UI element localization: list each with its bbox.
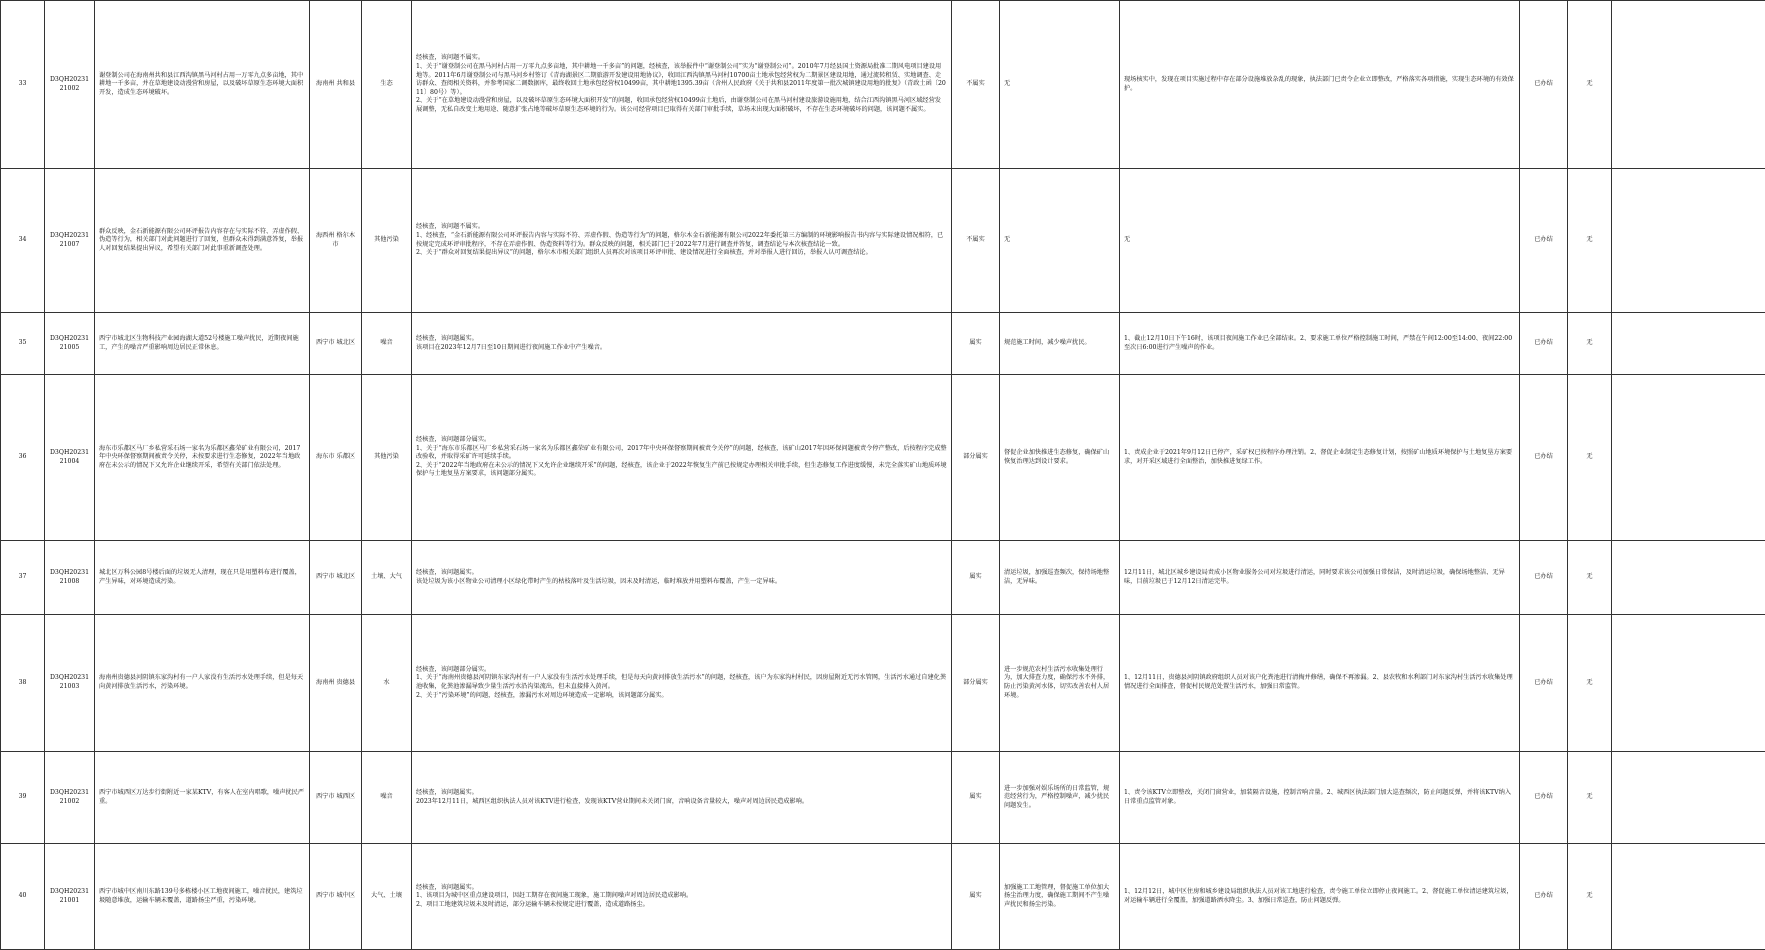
case-code: D3QH2023121002 [45, 752, 95, 844]
blank-cell [1612, 375, 1765, 541]
measures-cell: 无 [1000, 169, 1120, 313]
finding-paragraph: 经核查，该问题不属实。 [416, 54, 947, 63]
finding-paragraph: 经核查，该问题属实。 [416, 789, 947, 798]
measures-cell: 进一步规范农村生活污水收集处理行为，加大排查力度，确保污水不外排，防止污染黄河水体，切实改善农村人居环境。 [1000, 615, 1120, 752]
status-cell: 已办结 [1520, 169, 1568, 313]
case-code: D3QH2023121003 [45, 615, 95, 752]
row-number: 40 [1, 844, 45, 950]
case-code: D3QH2023121008 [45, 541, 95, 615]
verdict-cell: 不属实 [952, 1, 1000, 169]
blank-cell [1612, 313, 1765, 375]
verdict-cell: 属实 [952, 313, 1000, 375]
pollution-type: 水 [362, 615, 412, 752]
complaint-text: 群众反映，金石新能源有限公司环评报告内容存在与实际不符、弄虚作假、伪造等行为，相关部门对此问题进行了回复，但群众未得到满意答复，举报人对回复结果提出异议，希望有关部门对此事重新调查处理。 [95, 169, 310, 313]
pollution-type: 其他污染 [362, 375, 412, 541]
complaint-text: 西宁市城中区南川东路139号多栋楼小区工地夜间施工，噪音扰民，建筑垃圾随意堆放，运输车辆未覆盖，道路扬尘严重，污染环境。 [95, 844, 310, 950]
case-code: D3QH2023121001 [45, 844, 95, 950]
measures-cell: 规范施工时间，减少噪声扰民。 [1000, 313, 1120, 375]
status-cell: 已办结 [1520, 844, 1568, 950]
findings-cell [412, 169, 952, 313]
blank-cell [1612, 615, 1765, 752]
table-row [1, 615, 1765, 752]
rectification-cell: 1、12月12日，城中区住房和城乡建设局组织执法人员对该工地进行检查，责令施工单位立即停止夜间施工。2、督促施工单位清运建筑垃圾，对运输车辆进行全覆盖，加强道路洒水降尘。3、加强日常巡查，防止问题反弹。 [1120, 844, 1520, 950]
finding-paragraph: 1、该项目为城中区重点建设项目，因赶工期存在夜间施工现象，施工期间噪声对周边居民造成影响。 [416, 892, 947, 901]
verdict-cell: 属实 [952, 752, 1000, 844]
verdict-cell: 属实 [952, 844, 1000, 950]
blank-cell [1612, 1, 1765, 169]
status-cell: 已办结 [1520, 375, 1568, 541]
blank-cell [1612, 752, 1765, 844]
rectification-cell: 1、责令该KTV立即整改，关闭门窗营业，加装隔音设施，控制音响音量。2、城西区执法部门加大巡查频次，防止问题反弹，并将该KTV纳入日常重点监管对象。 [1120, 752, 1520, 844]
finding-paragraph: 1、经核查，“金石新能源有限公司环评报告内容与实际不符、弄虚作假、伪造等行为”的问题，格尔木金石新能源有限公司2022年委托第三方编制的环境影响报告书内容与实际建设情况相符，已按规定完成环评审批程序，不存在弄虚作假、伪造资料等行为。群众反映的问题，相关部门已于2022年7月进行调查并答复，调查结论与本次核查结论一致。 [416, 232, 947, 249]
table-row [1, 752, 1765, 844]
rectification-cell: 1、责成企业于2021年9月12日已停产，采矿权已按程序办理注销。2、督促企业制定生态修复计划，按照矿山地质环境保护与土地复垦方案要求，对开采区域进行全面整治，加快推进复绿工作。 [1120, 375, 1520, 541]
status-cell: 已办结 [1520, 752, 1568, 844]
finding-paragraph: 经核查，该问题属实。 [416, 335, 947, 344]
rectification-cell: 现场核实中，发现在项目实施过程中存在部分设施堆放杂乱的现象，执法部门已责令企业立即整改，严格落实各项措施，实现生态环境的有效保护。 [1120, 1, 1520, 169]
table-body [1, 1, 1765, 950]
finding-paragraph: 该项目在2023年12月7日至10日期间进行夜间施工作业中产生噪音。 [416, 344, 947, 353]
complaint-text: 城北区万科公园8号楼后面的垃圾无人清理，现在只是用塑料布进行覆盖，产生异味，对环境造成污染。 [95, 541, 310, 615]
complaint-text: 谢登制公司在海南州共和县江西沟镇黑马河村占用一万零九点多亩地，其中耕地一千多亩，并在草地建设动漫营和房屋，以及破坏草原生态环境大面积开发，造成生态环境破坏。 [95, 1, 310, 169]
area-cell: 西宁市 城北区 [310, 541, 362, 615]
pollution-type: 大气、土壤 [362, 844, 412, 950]
finding-paragraph: 2、项目工地建筑垃圾未及时清运，部分运输车辆未按规定进行覆盖，造成道路扬尘。 [416, 901, 947, 910]
rectification-cell: 无 [1120, 169, 1520, 313]
finding-paragraph: 2、关于“在草地建设动漫营和房屋，以及破坏草原生态环境大面积开发”的问题，收回承包经营权10499亩土地后，由谢登制公司在黑马河村建设旅游设施用地，结合江西沟镇黑马河区域经营发展调整，无私自改变土地用途、随意扩张占地等破坏草原生态环境的行为。该公司经营项目已取得有关部门审批手续，草场未出现大面积破坏，不存在生态环境破坏的问题，该问题不属实。 [416, 97, 947, 114]
measures-cell: 加强施工工地管理，督促施工单位加大扬尘治理力度，确保施工期间不产生噪声扰民和扬尘污染。 [1000, 844, 1120, 950]
extra-cell: 无 [1568, 313, 1612, 375]
table-row [1, 844, 1765, 950]
status-cell: 已办结 [1520, 615, 1568, 752]
verdict-cell: 属实 [952, 541, 1000, 615]
pollution-type: 土壤、大气 [362, 541, 412, 615]
pollution-type: 其他污染 [362, 169, 412, 313]
row-number: 37 [1, 541, 45, 615]
measures-cell: 无 [1000, 1, 1120, 169]
case-code: D3QH2023121007 [45, 169, 95, 313]
extra-cell: 无 [1568, 1, 1612, 169]
rectification-cell: 1、12月11日，贵德县河阴镇政府组织人员对该户化粪池进行清掏并修缮，确保不再渗漏。2、县农牧和水利部门对东家沟村生活污水收集处理情况进行全面排查，督促村民规范处置生活污水，加强日常监管。 [1120, 615, 1520, 752]
findings-cell [412, 844, 952, 950]
finding-paragraph: 1、关于“谢登制公司在黑马河村占用一万零九点多亩地，其中耕地一千多亩”的问题，经核查，该举报件中“谢登制公司”实为“谢登制公司”。2010年7月经县国土资源局批准二期风电项目建设用地等。2011年6月谢登制公司与黑马河乡村签订《青海湖景区二期旅游开发建设用地协议》，收回江西沟镇黑马河村10700亩土地承包经营权为二期景区建设用地，通过流转租赁、实地调查、走访群众、查阅相关资料，并参考国家二调数据库，最终收回土地承包经营权10499亩，其中耕地1395.39亩（含州人民政府《关于共和县2011年度第一批次城镇建设用地的批复》（青政土函〔2011〕80号）等）。 [416, 63, 947, 97]
finding-paragraph: 1、关于“海东市乐都区马厂乡私营采石场一家名为乐都区鑫荣矿业有限公司，2017年中央环保督察期间被责令关停”的问题，经核查，该矿山2017年因环保问题被责令停产整改，后按程序完成整改验收，并取得采矿许可延续手续。 [416, 445, 947, 462]
pollution-type: 噪音 [362, 752, 412, 844]
measures-cell: 督促企业加快推进生态修复，确保矿山恢复治理达到设计要求。 [1000, 375, 1120, 541]
extra-cell: 无 [1568, 375, 1612, 541]
pollution-type: 生态 [362, 1, 412, 169]
extra-cell: 无 [1568, 169, 1612, 313]
verdict-cell: 不属实 [952, 169, 1000, 313]
case-code: D3QH2023121002 [45, 1, 95, 169]
blank-cell [1612, 541, 1765, 615]
row-number: 34 [1, 169, 45, 313]
complaint-text: 海南州贵德县河阴镇东家沟村有一户人家没有生活污水处理手续，但是每天向黄河排放生活污水，污染环境。 [95, 615, 310, 752]
status-cell: 已办结 [1520, 541, 1568, 615]
finding-paragraph: 经核查，该问题不属实。 [416, 223, 947, 232]
verdict-cell: 部分属实 [952, 375, 1000, 541]
extra-cell: 无 [1568, 844, 1612, 950]
complaint-text: 海东市乐都区马厂乡私营采石场一家名为乐都区鑫荣矿业有限公司，2017年中央环保督察期间被责令关停，未按要求进行生态修复，2022年当地政府在未公示的情况下又允许企业继续开采，希望有关部门依法处理。 [95, 375, 310, 541]
area-cell: 海东市 乐都区 [310, 375, 362, 541]
findings-cell [412, 615, 952, 752]
finding-paragraph: 2、关于“2022年当地政府在未公示的情况下又允许企业继续开采”的问题，经核查，该企业于2022年恢复生产前已按规定办理相关审批手续，但生态修复工作进度缓慢，未完全落实矿山地质环境保护与土地复垦方案要求，该问题部分属实。 [416, 462, 947, 479]
extra-cell: 无 [1568, 752, 1612, 844]
status-cell: 已办结 [1520, 1, 1568, 169]
table-row [1, 313, 1765, 375]
findings-cell [412, 375, 952, 541]
rectification-cell: 1、截止12月10日下午16时，该项目夜间施工作业已全部结束。2、要求施工单位严格控制施工时间，严禁在午间12:00至14:00、夜间22:00至次日6:00进行产生噪声的作业。 [1120, 313, 1520, 375]
complaint-text: 西宁市城北区生物科技产业园海湖大道52号楼施工噪声扰民，近期夜间施工，产生的噪音严重影响周边居民正常休息。 [95, 313, 310, 375]
table-row [1, 1, 1765, 169]
extra-cell: 无 [1568, 615, 1612, 752]
finding-paragraph: 经核查，该问题属实。 [416, 884, 947, 893]
table-row [1, 541, 1765, 615]
finding-paragraph: 2、关于“群众对回复结果提出异议”的问题，格尔木市相关部门组织人员再次对该项目环评审批、建设情况进行全面核查，并对举报人进行回访，举报人认可调查结论。 [416, 249, 947, 258]
finding-paragraph: 该处垃圾为该小区物业公司清理小区绿化带时产生的枯枝落叶及生活垃圾，因未及时清运，临时堆放并用塑料布覆盖，产生一定异味。 [416, 578, 947, 587]
complaint-text: 西宁市城西区万达步行街附近一家某KTV，有客人在室内唱歌，噪声扰民严重。 [95, 752, 310, 844]
row-number: 33 [1, 1, 45, 169]
status-cell: 已办结 [1520, 313, 1568, 375]
area-cell: 海西州 格尔木市 [310, 169, 362, 313]
measures-cell: 进一步加强对娱乐场所的日常监管，规范经营行为，严格控制噪声，减少扰民问题发生。 [1000, 752, 1120, 844]
area-cell: 海南州 共和县 [310, 1, 362, 169]
measures-cell: 清运垃圾，加强巡查频次，保持场地整洁，无异味。 [1000, 541, 1120, 615]
blank-cell [1612, 844, 1765, 950]
row-number: 35 [1, 313, 45, 375]
table-row [1, 169, 1765, 313]
rectification-cell: 12月11日，城北区城乡建设局责成小区物业服务公司对垃圾进行清运，同时要求该公司加强日常保洁，及时清运垃圾，确保场地整洁、无异味，目前垃圾已于12月12日清运完毕。 [1120, 541, 1520, 615]
area-cell: 西宁市 城西区 [310, 752, 362, 844]
area-cell: 西宁市 城中区 [310, 844, 362, 950]
row-number: 36 [1, 375, 45, 541]
extra-cell: 无 [1568, 541, 1612, 615]
row-number: 38 [1, 615, 45, 752]
finding-paragraph: 1、关于“海南州贵德县河阴镇东家沟村有一户人家没有生活污水处理手续，但是每天向黄河排放生活污水”的问题，经核查，该户为东家沟村村民，因房屋附近无污水管网，生活污水通过自建化粪池收集，化粪池渗漏导致少量生活污水沿沟渠流出，但未直接排入黄河。 [416, 674, 947, 691]
finding-paragraph: 经核查，该问题属实。 [416, 569, 947, 578]
row-number: 39 [1, 752, 45, 844]
finding-paragraph: 2、关于“污染环境”的问题，经核查，渗漏污水对周边环境造成一定影响，该问题部分属实。 [416, 692, 947, 701]
table-row [1, 375, 1765, 541]
findings-cell [412, 541, 952, 615]
verdict-cell: 部分属实 [952, 615, 1000, 752]
area-cell: 西宁市 城北区 [310, 313, 362, 375]
case-code: D3QH2023121005 [45, 313, 95, 375]
findings-cell [412, 313, 952, 375]
finding-paragraph: 2023年12月11日，城西区组织执法人员对该KTV进行检查，发现该KTV营业期间未关闭门窗，音响设备音量较大，噪声对周边居民造成影响。 [416, 798, 947, 807]
pollution-type: 噪音 [362, 313, 412, 375]
finding-paragraph: 经核查，该问题部分属实。 [416, 666, 947, 675]
case-code: D3QH2023121004 [45, 375, 95, 541]
findings-cell [412, 752, 952, 844]
area-cell: 海南州 贵德县 [310, 615, 362, 752]
finding-paragraph: 经核查，该问题部分属实。 [416, 436, 947, 445]
findings-cell [412, 1, 952, 169]
blank-cell [1612, 169, 1765, 313]
